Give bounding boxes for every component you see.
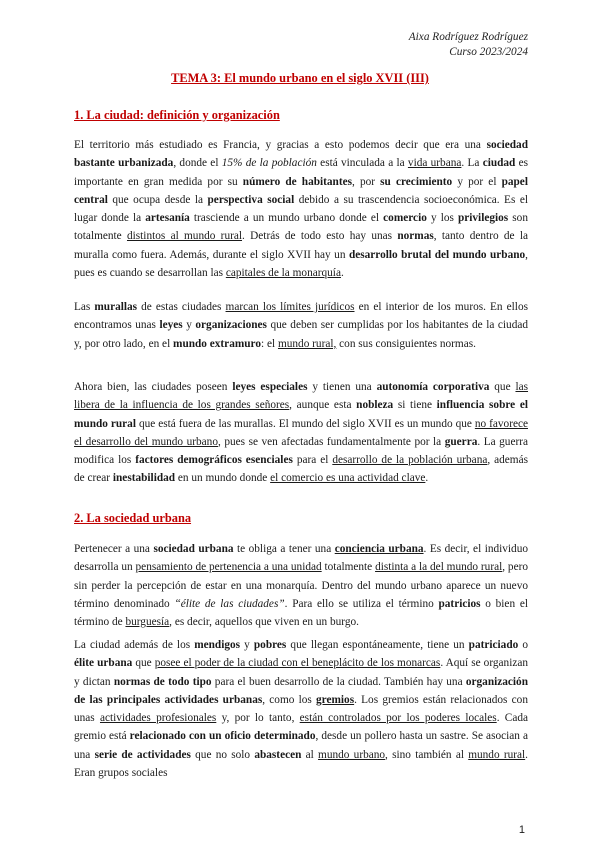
author-name: Aixa Rodríguez Rodríguez bbox=[408, 31, 528, 43]
paragraph-patriciado: La ciudad además de los mendigos y pobres que llegan espontáneamente, tiene un patriciado o élite urbana que posee el poder de la ciudad con el beneplácito de los monarcas. Aquí se organizan y dictan normas de todo tipo para el buen desarrollo de la ciudad. También hay una organización de las principales actividades urbanas, como los gremios. Los gremios están relacionados con unas actividades profesionales y, por lo tanto, están controlados por los poderes locales. Cada gremio está relacionado con un oficio determinado, desde un pollero hasta un sastre. Se asocian a una serie de actividades que no solo abastecen al mundo urbano, sino también al mundo rural. Eran grupos sociales bbox=[74, 639, 529, 780]
section-heading-2: 2. La sociedad urbana bbox=[74, 511, 192, 525]
document-header bbox=[409, 30, 528, 60]
paragraph-murallas: Las murallas de estas ciudades marcan los límites jurídicos en el interior de los muros. En ellos encontramos unas leyes y organizaciones que deben ser cumplidas por los habitantes de la ciudad y, por otro lado, en el mundo extramuro: el mundo rural, con sus consiguientes normas. bbox=[74, 301, 529, 350]
section-heading-1: 1. La ciudad: definición y organización bbox=[74, 108, 280, 122]
paragraph-ciudad-intro: El territorio más estudiado es Francia, y gracias a esto podemos decir que era una sociedad bastante urbanizada, donde el 15% de la población está vinculada a la vida urbana. La ciudad es importante en gran medida por su número de habitantes, por su crecimiento y por el papel central que ocupa desde la perspectiva social debido a su trascendencia socioeconómica. Es el lugar donde la artesanía trasciende a un mundo urbano donde el comercio y los privilegios son totalmente distintos al mundo rural. Detrás de todo esto hay unas normas, tanto dentro de la muralla como fuera. Además, durante el siglo XVII hay un desarrollo brutal del mundo urbano, pues es cuando se desarrollan las capitales de la monarquía. bbox=[74, 139, 529, 280]
course-year: Curso 2023/2024 bbox=[449, 46, 528, 58]
paragraph-leyes-especiales: Ahora bien, las ciudades poseen leyes especiales y tienen una autonomía corporativa que las libera de la influencia de los grandes señores, aunque esta nobleza si tiene influencia sobre el mundo rural que está fuera de las murallas. El mundo del siglo XVII es un mundo que no favorece el desarrollo del mundo urbano, pues se ven afectadas fundamentalmente por la guerra. La guerra modifica los factores demográficos esenciales para el desarrollo de la población urbana, además de crear inestabilidad en un mundo donde el comercio es una actividad clave. bbox=[74, 381, 529, 485]
page-number: 1 bbox=[518, 824, 525, 836]
page-title: TEMA 3: El mundo urbano en el siglo XVII (III) bbox=[171, 71, 429, 85]
paragraph-sociedad-urbana: Pertenecer a una sociedad urbana te obliga a tener una conciencia urbana. Es decir, el individuo desarrolla un pensamiento de pertenencia a una unidad totalmente distinta a la del mundo rural, pero sin perder la percepción de estar en una monarquía. Dentro del mundo urbano aparece un nuevo término denominado “élite de las ciudades”. Para ello se utiliza el término patricios o bien el término de burguesía, es decir, aquellos que viven en un burgo. bbox=[74, 543, 528, 629]
